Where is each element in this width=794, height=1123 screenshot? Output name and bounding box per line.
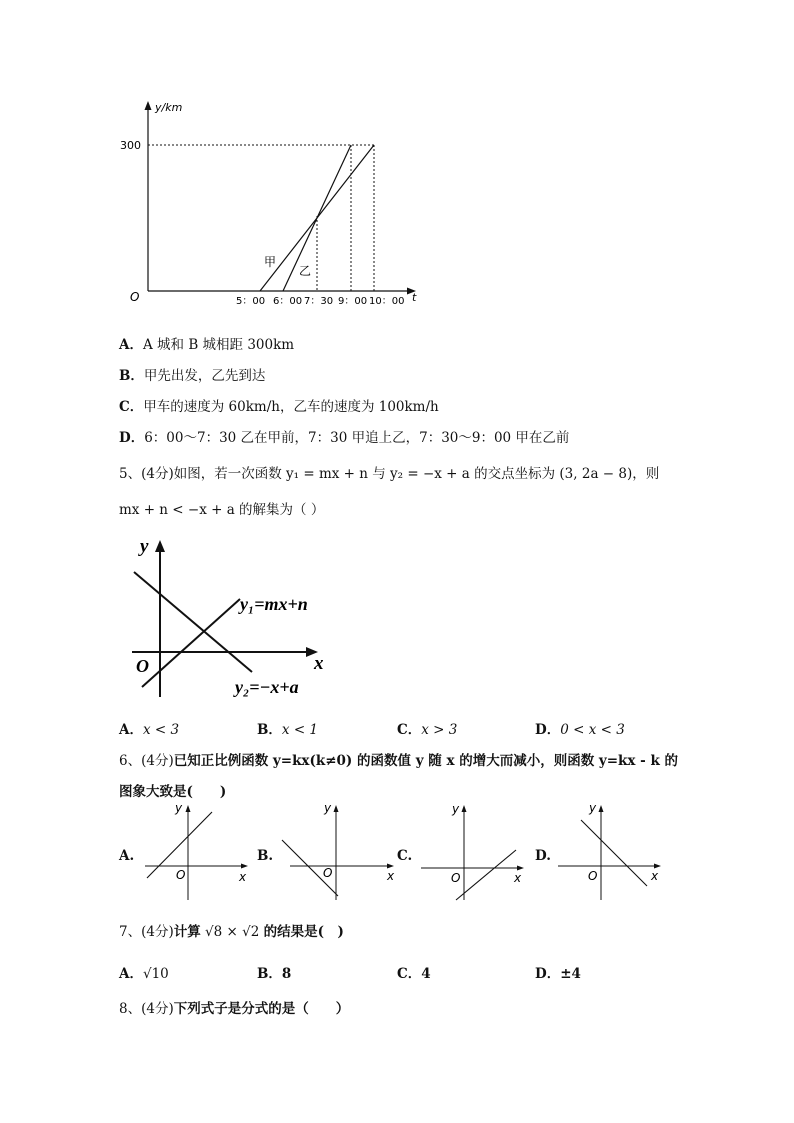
q7-number: 7、(4分) (119, 924, 174, 940)
q5-option-c[interactable]: C．x > 3 (397, 722, 458, 738)
x-tick-3: 9：00 (338, 296, 368, 307)
q6-graph-c[interactable] (418, 800, 533, 905)
q5-label-y2: y₂=−x+a (235, 677, 299, 697)
x-tick-1: 6：00 (273, 296, 303, 307)
x-tick-4: 10：00 (369, 296, 405, 307)
q5-origin-label: O (136, 656, 149, 676)
q4-option-c[interactable]: C．甲车的速度为 60km/h，乙车的速度为 100km/h (119, 399, 439, 415)
q6-option-d-label[interactable]: D. (535, 848, 551, 864)
q7-option-d[interactable]: D．±4 (535, 966, 581, 982)
line-y1 (142, 599, 240, 687)
q6d-y: y (589, 801, 597, 815)
q6c-o: O (451, 871, 461, 885)
q5-x-axis-label: x (314, 653, 324, 674)
q5-y-axis-label: y (140, 536, 149, 557)
q6-option-c-label[interactable]: C. (397, 848, 413, 864)
q6d-x: x (651, 869, 659, 883)
distance-time-graph (110, 95, 430, 310)
q7-expression: √8 × √2 (205, 924, 260, 940)
q6b-y: y (324, 801, 332, 815)
q6-graph-b[interactable] (278, 800, 403, 905)
x-axis-label: t (412, 291, 417, 304)
q5-stem-line1: 5、(4分)如图，若一次函数 y₁ = mx + n 与 y₂ = −x + a 的交点坐标为 (3, 2a − 8)，则 (119, 466, 660, 482)
q7-option-b[interactable]: B．8 (257, 966, 292, 982)
line-jia-label: 甲 (264, 255, 277, 269)
q7-option-c[interactable]: C．4 (397, 966, 431, 982)
q5-stem-line2: mx + n < −x + a 的解集为（ ） (119, 502, 325, 518)
q6-stem-line1: 6、(4分)已知正比例函数 y=kx(k≠0) 的函数值 y 随 x 的增大而减小，则函数 y=kx - k 的 (119, 753, 679, 769)
q8-number: 8、(4分) (119, 1001, 174, 1017)
q6-stem-line2: 图象大致是( ) (119, 784, 227, 800)
q6-graph-d[interactable] (555, 800, 670, 905)
origin-label: O (130, 290, 140, 304)
q6-graph-a[interactable] (140, 800, 255, 905)
y-axis-label: y/km (155, 101, 183, 114)
q6-option-b-label[interactable]: B. (257, 848, 274, 864)
q7-stem: 7、(4分)计算 √8 × √2 的结果是( ) (119, 924, 344, 940)
q4-option-b[interactable]: B．甲先出发，乙先到达 (119, 368, 266, 384)
q4-option-d[interactable]: D．6：00～7：30 乙在甲前，7：30 甲追上乙，7：30～9：00 甲在乙前 (119, 430, 570, 446)
q5-option-a[interactable]: A．x < 3 (119, 722, 180, 738)
line-y2 (134, 572, 252, 672)
q8-stem: 8、(4分)下列式子是分式的是（ ） (119, 1001, 350, 1017)
x-tick-2: 7：30 (304, 296, 334, 307)
q6-option-a-label[interactable]: A. (119, 848, 135, 864)
q7-option-a[interactable]: A．√10 (119, 966, 169, 982)
q4-option-a[interactable]: A．A 城和 B 城相距 300km (119, 337, 295, 353)
q5-option-d[interactable]: D．0 < x < 3 (535, 722, 625, 738)
x-tick-0: 5：00 (236, 296, 266, 307)
q6-number: 6、(4分) (119, 753, 174, 769)
q5-number: 5、(4分) (119, 466, 174, 482)
q5-option-b[interactable]: B．x < 1 (257, 722, 319, 738)
q6a-y: y (175, 801, 183, 815)
q6d-o: O (588, 869, 598, 883)
q6c-y: y (452, 802, 460, 816)
q5-linear-functions-graph (120, 532, 340, 702)
q5-label-y1: y₁=mx+n (240, 594, 308, 614)
line-yi-label: 乙 (299, 264, 312, 278)
q6b-x: x (387, 869, 395, 883)
q6c-x: x (514, 871, 522, 885)
y-tick-300: 300 (120, 139, 141, 152)
q6a-x: x (239, 870, 247, 884)
q6a-o: O (176, 868, 186, 882)
q6b-o: O (323, 866, 333, 880)
